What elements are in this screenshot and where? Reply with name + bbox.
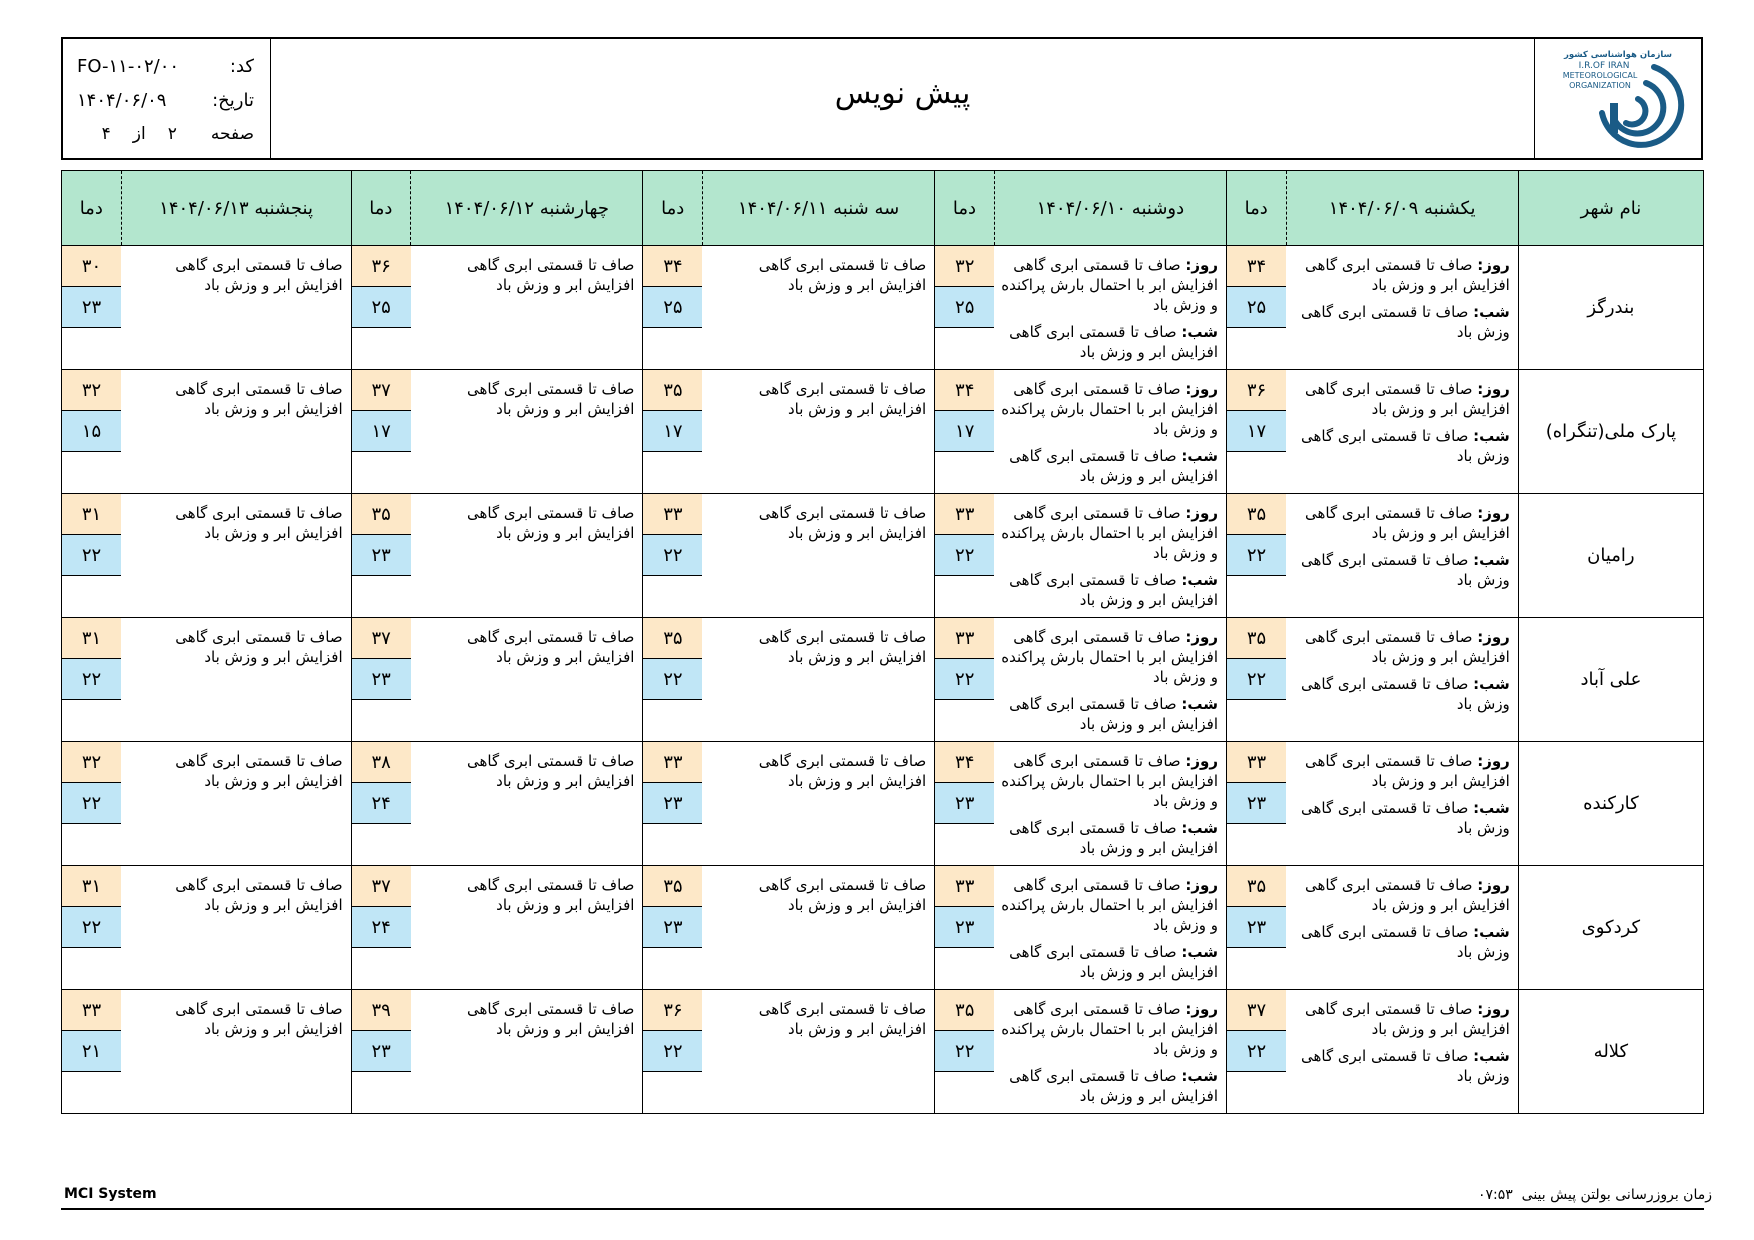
document-header: [61, 37, 1703, 160]
day-forecast: [1292, 999, 1510, 1039]
max-temp: ۳۴: [935, 742, 994, 783]
day-forecast: [1292, 627, 1510, 667]
forecast-text: صاف تا قسمتی ابری گاهی افزایش ابر و وزش باد: [467, 504, 635, 542]
update-time: ۰۷:۵۳: [1477, 1187, 1513, 1203]
city-name: کارکنده: [1518, 742, 1703, 866]
day-text: صاف تا قسمتی ابری گاهی افزایش ابر با احتمال بارش پراکنده و وزش باد: [1001, 628, 1219, 686]
night-label: شب:: [1473, 1047, 1510, 1065]
min-temp: ۲۲: [643, 535, 702, 576]
night-text: صاف تا قسمتی ابری گاهی وزش باد: [1300, 675, 1510, 713]
temperature-cell: [1227, 618, 1286, 742]
day-label: روز:: [1185, 752, 1219, 770]
min-temp: ۲۱: [62, 1031, 121, 1072]
max-temp: ۳۶: [1227, 370, 1286, 411]
night-forecast: [1000, 322, 1218, 362]
max-temp: ۳۹: [352, 990, 411, 1031]
day-label: روز:: [1477, 1000, 1510, 1018]
forecast-text: صاف تا قسمتی ابری گاهی افزایش ابر و وزش باد: [758, 752, 927, 790]
table-row: [62, 494, 1704, 618]
night-label: شب:: [1181, 323, 1219, 341]
day-text: صاف تا قسمتی ابری گاهی افزایش ابر و وزش باد: [1305, 1000, 1510, 1038]
max-temp: ۳۳: [62, 990, 121, 1031]
forecast-description: [994, 246, 1226, 370]
temperature-cell: [643, 246, 702, 370]
svg-text:ORGANIZATION: ORGANIZATION: [1569, 80, 1631, 90]
forecast-description: [1286, 246, 1518, 370]
temperature-cell: [643, 866, 702, 990]
day-label: روز:: [1185, 628, 1219, 646]
max-temp: ۳۳: [643, 494, 702, 535]
forecast-text: صاف تا قسمتی ابری گاهی افزایش ابر و وزش باد: [467, 628, 635, 666]
temperature-cell: [935, 618, 994, 742]
temperature-cell: [351, 494, 410, 618]
update-label: زمان بروزرسانی بولتن پیش بینی: [1521, 1187, 1712, 1203]
forecast-description: [702, 742, 934, 866]
max-temp: ۳۵: [643, 866, 702, 907]
night-text: صاف تا قسمتی ابری گاهی افزایش ابر و وزش باد: [1009, 695, 1219, 733]
temperature-cell: [935, 742, 994, 866]
min-temp: ۲۳: [935, 907, 994, 948]
min-temp: ۲۳: [352, 659, 411, 700]
day-label: روز:: [1477, 256, 1510, 274]
day-forecast: [1292, 503, 1510, 543]
temperature-cell: [643, 618, 702, 742]
day-label: روز:: [1477, 380, 1510, 398]
day-label: روز:: [1477, 504, 1510, 522]
city-name: کردکوی: [1518, 866, 1703, 990]
forecast-description: [994, 990, 1226, 1114]
day-forecast: [1000, 255, 1218, 315]
forecast-description: [994, 866, 1226, 990]
code-label: کد:: [229, 55, 254, 77]
max-temp: ۳۷: [352, 618, 411, 659]
day-column-header: دوشنبه ۱۴۰۴/۰۶/۱۰: [994, 171, 1226, 246]
day-forecast: [1000, 627, 1218, 687]
forecast-text: صاف تا قسمتی ابری گاهی افزایش ابر و وزش باد: [758, 876, 927, 914]
min-temp: ۲۲: [935, 659, 994, 700]
forecast-description: [411, 866, 643, 990]
night-text: صاف تا قسمتی ابری گاهی وزش باد: [1300, 799, 1510, 837]
forecast-text: صاف تا قسمتی ابری گاهی افزایش ابر و وزش باد: [758, 380, 927, 418]
night-label: شب:: [1181, 571, 1219, 589]
night-label: شب:: [1181, 943, 1219, 961]
temperature-cell: [1227, 494, 1286, 618]
night-text: صاف تا قسمتی ابری گاهی وزش باد: [1300, 923, 1510, 961]
min-temp: ۱۵: [62, 411, 121, 452]
max-temp: ۳۴: [643, 246, 702, 287]
max-temp: ۳۵: [935, 990, 994, 1031]
forecast-description: [121, 246, 351, 370]
forecast-description: [121, 494, 351, 618]
temperature-cell: [62, 866, 122, 990]
forecast-description: [121, 866, 351, 990]
temperature-cell: [935, 990, 994, 1114]
page-label: صفحه: [210, 124, 254, 144]
forecast-text: صاف تا قسمتی ابری گاهی افزایش ابر و وزش باد: [175, 380, 343, 418]
min-temp: ۲۲: [1227, 535, 1286, 576]
temperature-cell: [935, 246, 994, 370]
footer-update-time: [1478, 1187, 1712, 1203]
max-temp: ۳۴: [935, 370, 994, 411]
min-temp: ۲۳: [1227, 907, 1286, 948]
forecast-text: صاف تا قسمتی ابری گاهی افزایش ابر و وزش باد: [758, 1000, 927, 1038]
min-temp: ۲۵: [643, 287, 702, 328]
max-temp: ۳۲: [62, 370, 121, 411]
temperature-cell: [935, 370, 994, 494]
min-temp: ۲۵: [1227, 287, 1286, 328]
temp-column-header: دما: [351, 171, 410, 246]
day-text: صاف تا قسمتی ابری گاهی افزایش ابر با احتمال بارش پراکنده و وزش باد: [1001, 1000, 1219, 1058]
night-forecast: [1000, 570, 1218, 610]
city-name: رامیان: [1518, 494, 1703, 618]
night-forecast: [1000, 942, 1218, 982]
max-temp: ۳۰: [62, 246, 121, 287]
night-forecast: [1000, 1066, 1218, 1106]
temp-column-header: دما: [935, 171, 994, 246]
city-name: کلاله: [1518, 990, 1703, 1114]
day-forecast: [1000, 751, 1218, 811]
day-text: صاف تا قسمتی ابری گاهی افزایش ابر با احتمال بارش پراکنده و وزش باد: [1001, 504, 1219, 562]
night-forecast: [1000, 818, 1218, 858]
temperature-cell: [643, 742, 702, 866]
forecast-text: صاف تا قسمتی ابری گاهی افزایش ابر و وزش باد: [467, 752, 635, 790]
day-label: روز:: [1185, 380, 1219, 398]
forecast-text: صاف تا قسمتی ابری گاهی افزایش ابر و وزش باد: [175, 752, 343, 790]
day-text: صاف تا قسمتی ابری گاهی افزایش ابر با احتمال بارش پراکنده و وزش باد: [1001, 256, 1219, 314]
footer-divider: [61, 1208, 1704, 1210]
min-temp: ۲۳: [643, 907, 702, 948]
max-temp: ۳۳: [935, 866, 994, 907]
night-label: شب:: [1473, 551, 1510, 569]
forecast-description: [1286, 742, 1518, 866]
max-temp: ۳۵: [643, 370, 702, 411]
temperature-cell: [62, 494, 122, 618]
temperature-cell: [1227, 370, 1286, 494]
day-text: صاف تا قسمتی ابری گاهی افزایش ابر با احتمال بارش پراکنده و وزش باد: [1001, 380, 1219, 438]
night-text: صاف تا قسمتی ابری گاهی افزایش ابر و وزش باد: [1009, 571, 1219, 609]
temperature-cell: [1227, 246, 1286, 370]
night-forecast: [1292, 1046, 1510, 1086]
day-text: صاف تا قسمتی ابری گاهی افزایش ابر و وزش باد: [1305, 256, 1510, 294]
night-forecast: [1292, 922, 1510, 962]
max-temp: ۳۷: [352, 370, 411, 411]
temperature-cell: [62, 618, 122, 742]
table-row: [62, 742, 1704, 866]
max-temp: ۳۵: [1227, 866, 1286, 907]
table-row: [62, 866, 1704, 990]
temperature-cell: [1227, 866, 1286, 990]
min-temp: ۱۷: [1227, 411, 1286, 452]
min-temp: ۲۳: [935, 783, 994, 824]
day-text: صاف تا قسمتی ابری گاهی افزایش ابر و وزش باد: [1305, 752, 1510, 790]
forecast-description: [411, 494, 643, 618]
max-temp: ۳۵: [1227, 618, 1286, 659]
table-header-row: [62, 171, 1704, 246]
page-total: ۴: [101, 124, 111, 144]
temperature-cell: [643, 990, 702, 1114]
forecast-text: صاف تا قسمتی ابری گاهی افزایش ابر و وزش باد: [467, 380, 635, 418]
code-row: [77, 49, 254, 83]
day-label: روز:: [1185, 1000, 1219, 1018]
min-temp: ۲۵: [352, 287, 411, 328]
svg-text:سازمان هواشناسی کشور: سازمان هواشناسی کشور: [1563, 49, 1673, 60]
night-forecast: [1000, 694, 1218, 734]
temperature-cell: [62, 990, 122, 1114]
forecast-text: صاف تا قسمتی ابری گاهی افزایش ابر و وزش باد: [467, 256, 635, 294]
min-temp: ۱۷: [935, 411, 994, 452]
night-label: شب:: [1473, 923, 1510, 941]
night-label: شب:: [1181, 819, 1219, 837]
forecast-text: صاف تا قسمتی ابری گاهی افزایش ابر و وزش باد: [758, 504, 927, 542]
table-row: [62, 618, 1704, 742]
min-temp: ۲۲: [62, 535, 121, 576]
city-column-header: نام شهر: [1518, 171, 1703, 246]
day-column-header: چهارشنبه ۱۴۰۴/۰۶/۱۲: [411, 171, 643, 246]
temperature-cell: [1227, 742, 1286, 866]
night-forecast: [1292, 302, 1510, 342]
max-temp: ۳۳: [935, 494, 994, 535]
night-forecast: [1000, 446, 1218, 486]
day-forecast: [1292, 751, 1510, 791]
night-forecast: [1292, 674, 1510, 714]
forecast-description: [994, 618, 1226, 742]
day-label: روز:: [1185, 256, 1219, 274]
min-temp: ۲۲: [1227, 659, 1286, 700]
night-label: شب:: [1181, 1067, 1219, 1085]
min-temp: ۱۷: [352, 411, 411, 452]
max-temp: ۳۳: [1227, 742, 1286, 783]
day-column-header: سه شنبه ۱۴۰۴/۰۶/۱۱: [702, 171, 934, 246]
svg-text:I.R.OF IRAN: I.R.OF IRAN: [1578, 60, 1630, 71]
forecast-description: [702, 618, 934, 742]
min-temp: ۲۳: [62, 287, 121, 328]
night-text: صاف تا قسمتی ابری گاهی وزش باد: [1300, 427, 1510, 465]
night-text: صاف تا قسمتی ابری گاهی وزش باد: [1300, 551, 1510, 589]
page-title: پیش نویس: [834, 76, 971, 111]
meteorological-organization-logo-icon: [1544, 43, 1692, 155]
day-text: صاف تا قسمتی ابری گاهی افزایش ابر با احتمال بارش پراکنده و وزش باد: [1001, 752, 1219, 810]
forecast-description: [121, 990, 351, 1114]
page-row: [77, 117, 254, 151]
day-text: صاف تا قسمتی ابری گاهی افزایش ابر و وزش باد: [1305, 504, 1510, 542]
min-temp: ۲۳: [1227, 783, 1286, 824]
night-text: صاف تا قسمتی ابری گاهی افزایش ابر و وزش باد: [1009, 1067, 1219, 1105]
forecast-description: [411, 990, 643, 1114]
temperature-cell: [351, 742, 410, 866]
day-column-header: پنجشنبه ۱۴۰۴/۰۶/۱۳: [121, 171, 351, 246]
day-forecast: [1292, 875, 1510, 915]
day-label: روز:: [1185, 876, 1219, 894]
max-temp: ۳۳: [643, 742, 702, 783]
temperature-cell: [643, 494, 702, 618]
table-row: [62, 990, 1704, 1114]
max-temp: ۳۲: [62, 742, 121, 783]
day-text: صاف تا قسمتی ابری گاهی افزایش ابر با احتمال بارش پراکنده و وزش باد: [1001, 876, 1219, 934]
min-temp: ۲۲: [62, 907, 121, 948]
footer-system-name: MCI System: [64, 1186, 157, 1202]
min-temp: ۲۲: [62, 783, 121, 824]
forecast-text: صاف تا قسمتی ابری گاهی افزایش ابر و وزش باد: [467, 1000, 635, 1038]
night-label: شب:: [1181, 447, 1219, 465]
page-of-label: از: [132, 124, 146, 144]
min-temp: ۲۴: [352, 907, 411, 948]
forecast-description: [411, 618, 643, 742]
forecast-text: صاف تا قسمتی ابری گاهی افزایش ابر و وزش باد: [175, 256, 343, 294]
day-forecast: [1000, 503, 1218, 563]
night-label: شب:: [1473, 427, 1510, 445]
code-value: FO-۱۱-۰۲/۰۰: [77, 55, 180, 77]
forecast-description: [121, 370, 351, 494]
max-temp: ۳۶: [352, 246, 411, 287]
max-temp: ۳۶: [643, 990, 702, 1031]
day-text: صاف تا قسمتی ابری گاهی افزایش ابر و وزش باد: [1305, 628, 1510, 666]
forecast-description: [994, 370, 1226, 494]
night-label: شب:: [1473, 799, 1510, 817]
forecast-description: [994, 742, 1226, 866]
max-temp: ۳۲: [935, 246, 994, 287]
forecast-text: صاف تا قسمتی ابری گاهی افزایش ابر و وزش باد: [758, 256, 927, 294]
forecast-description: [702, 246, 934, 370]
table-row: [62, 246, 1704, 370]
svg-text:METEOROLOGICAL: METEOROLOGICAL: [1562, 70, 1638, 80]
min-temp: ۲۲: [62, 659, 121, 700]
forecast-text: صاف تا قسمتی ابری گاهی افزایش ابر و وزش باد: [175, 504, 343, 542]
temp-column-header: دما: [1227, 171, 1286, 246]
temperature-cell: [351, 370, 410, 494]
night-text: صاف تا قسمتی ابری گاهی افزایش ابر و وزش باد: [1009, 819, 1219, 857]
forecast-table: [61, 170, 1704, 1114]
city-name: علی آباد: [1518, 618, 1703, 742]
day-text: صاف تا قسمتی ابری گاهی افزایش ابر و وزش باد: [1305, 876, 1510, 914]
forecast-text: صاف تا قسمتی ابری گاهی افزایش ابر و وزش باد: [467, 876, 635, 914]
temperature-cell: [1227, 990, 1286, 1114]
forecast-description: [411, 370, 643, 494]
night-text: صاف تا قسمتی ابری گاهی افزایش ابر و وزش باد: [1009, 447, 1219, 485]
min-temp: ۱۷: [643, 411, 702, 452]
city-name: پارک ملی(تنگراه): [1518, 370, 1703, 494]
temperature-cell: [935, 866, 994, 990]
temperature-cell: [351, 618, 410, 742]
temperature-cell: [62, 370, 122, 494]
forecast-description: [1286, 990, 1518, 1114]
forecast-table-body: [62, 246, 1704, 1114]
min-temp: ۲۲: [643, 1031, 702, 1072]
night-label: شب:: [1473, 675, 1510, 693]
forecast-description: [702, 370, 934, 494]
temperature-cell: [62, 742, 122, 866]
forecast-description: [121, 742, 351, 866]
forecast-description: [702, 494, 934, 618]
temperature-cell: [351, 246, 410, 370]
night-forecast: [1292, 426, 1510, 466]
min-temp: ۲۲: [935, 535, 994, 576]
date-label: تاریخ:: [212, 89, 254, 111]
temp-column-header: دما: [643, 171, 702, 246]
min-temp: ۲۲: [1227, 1031, 1286, 1072]
night-forecast: [1292, 798, 1510, 838]
day-label: روز:: [1185, 504, 1219, 522]
max-temp: ۳۳: [935, 618, 994, 659]
night-text: صاف تا قسمتی ابری گاهی افزایش ابر و وزش باد: [1009, 943, 1219, 981]
temp-column-header: دما: [62, 171, 122, 246]
table-row: [62, 370, 1704, 494]
night-label: شب:: [1473, 303, 1510, 321]
max-temp: ۳۱: [62, 618, 121, 659]
day-forecast: [1000, 379, 1218, 439]
forecast-description: [1286, 866, 1518, 990]
night-text: صاف تا قسمتی ابری گاهی افزایش ابر و وزش باد: [1009, 323, 1219, 361]
forecast-text: صاف تا قسمتی ابری گاهی افزایش ابر و وزش باد: [175, 628, 343, 666]
date-row: [77, 83, 254, 117]
day-label: روز:: [1477, 752, 1510, 770]
max-temp: ۳۵: [643, 618, 702, 659]
day-forecast: [1292, 255, 1510, 295]
forecast-description: [1286, 494, 1518, 618]
temperature-cell: [62, 246, 122, 370]
temperature-cell: [643, 370, 702, 494]
min-temp: ۲۳: [352, 535, 411, 576]
night-label: شب:: [1181, 695, 1219, 713]
page-number: ۲: [167, 124, 177, 144]
forecast-description: [702, 866, 934, 990]
day-column-header: یکشنبه ۱۴۰۴/۰۶/۰۹: [1286, 171, 1518, 246]
temperature-cell: [351, 866, 410, 990]
document-info: [63, 39, 271, 158]
min-temp: ۲۳: [352, 1031, 411, 1072]
forecast-text: صاف تا قسمتی ابری گاهی افزایش ابر و وزش باد: [175, 1000, 343, 1038]
forecast-description: [121, 618, 351, 742]
max-temp: ۳۱: [62, 494, 121, 535]
day-forecast: [1292, 379, 1510, 419]
day-forecast: [1000, 875, 1218, 935]
forecast-description: [1286, 618, 1518, 742]
forecast-description: [994, 494, 1226, 618]
min-temp: ۲۲: [643, 659, 702, 700]
forecast-description: [702, 990, 934, 1114]
min-temp: ۲۵: [935, 287, 994, 328]
day-forecast: [1000, 999, 1218, 1059]
min-temp: ۲۲: [935, 1031, 994, 1072]
night-forecast: [1292, 550, 1510, 590]
date-value: ۱۴۰۴/۰۶/۰۹: [77, 89, 167, 111]
city-name: بندرگز: [1518, 246, 1703, 370]
max-temp: ۳۵: [1227, 494, 1286, 535]
max-temp: ۳۴: [1227, 246, 1286, 287]
day-label: روز:: [1477, 628, 1510, 646]
temperature-cell: [935, 494, 994, 618]
day-text: صاف تا قسمتی ابری گاهی افزایش ابر و وزش باد: [1305, 380, 1510, 418]
temperature-cell: [351, 990, 410, 1114]
forecast-text: صاف تا قسمتی ابری گاهی افزایش ابر و وزش باد: [758, 628, 927, 666]
min-temp: ۲۳: [643, 783, 702, 824]
min-temp: ۲۴: [352, 783, 411, 824]
max-temp: ۳۵: [352, 494, 411, 535]
forecast-description: [411, 246, 643, 370]
forecast-text: صاف تا قسمتی ابری گاهی افزایش ابر و وزش باد: [175, 876, 343, 914]
max-temp: ۳۱: [62, 866, 121, 907]
night-text: صاف تا قسمتی ابری گاهی وزش باد: [1300, 303, 1510, 341]
night-text: صاف تا قسمتی ابری گاهی وزش باد: [1300, 1047, 1510, 1085]
max-temp: ۳۷: [352, 866, 411, 907]
forecast-description: [411, 742, 643, 866]
logo-cell: [1534, 39, 1701, 158]
day-label: روز:: [1477, 876, 1510, 894]
forecast-description: [1286, 370, 1518, 494]
max-temp: ۳۷: [1227, 990, 1286, 1031]
max-temp: ۳۸: [352, 742, 411, 783]
